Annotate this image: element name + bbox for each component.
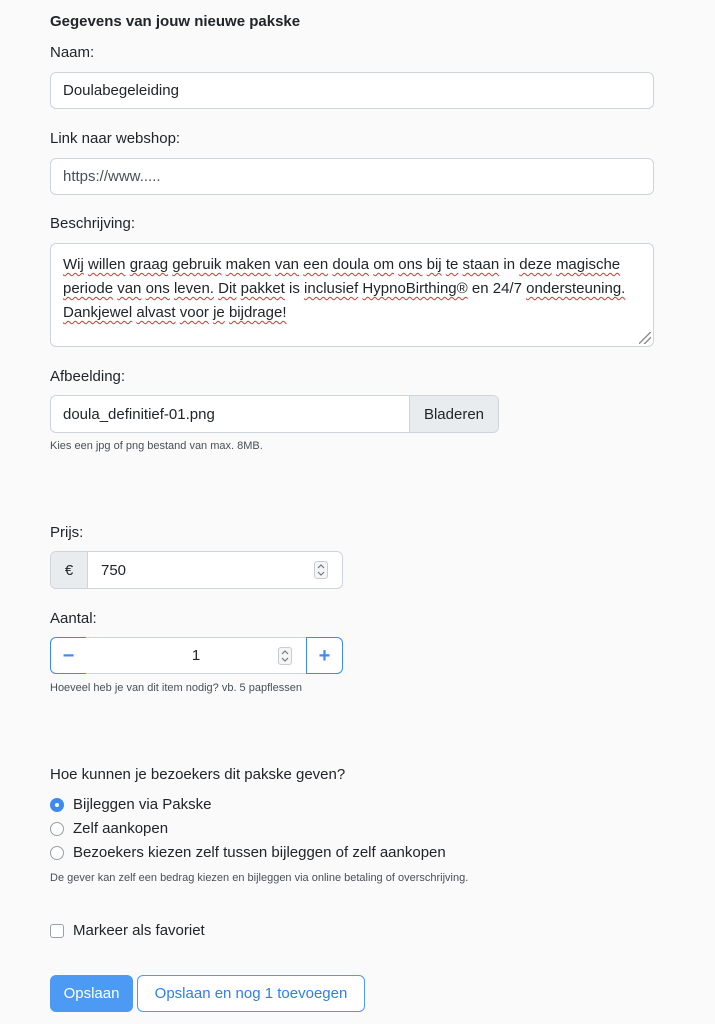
price-spinner-icon[interactable] — [314, 561, 328, 579]
radio-option-zelf-aankopen[interactable] — [50, 820, 168, 837]
description-word: om — [373, 256, 395, 273]
radio-label: Bijleggen via Pakske — [73, 796, 212, 813]
quantity-label: Aantal: — [50, 610, 97, 627]
description-word: maken — [225, 256, 271, 273]
quantity-spinner-icon[interactable] — [278, 647, 292, 665]
price-value: 750 — [101, 561, 127, 579]
description-word: een — [303, 256, 329, 273]
description-word: van — [117, 280, 142, 297]
description-word: graag — [129, 256, 169, 273]
radio-button[interactable] — [50, 798, 64, 812]
description-word: ondersteuning. — [526, 280, 626, 297]
increment-button[interactable] — [306, 637, 343, 674]
description-word: is — [289, 280, 300, 297]
description-word: staan — [462, 256, 500, 273]
save-button[interactable]: Opslaan — [50, 975, 133, 1012]
decrement-button[interactable] — [50, 637, 87, 674]
description-label: Beschrijving: — [50, 215, 136, 232]
quantity-input[interactable] — [86, 637, 306, 674]
description-word: te — [445, 256, 459, 273]
link-label: Link naar webshop: — [50, 130, 181, 147]
description-textarea[interactable] — [50, 243, 654, 347]
description-word: in — [503, 256, 516, 273]
description-word: 24/7 — [492, 280, 522, 297]
description-word: gebruik — [172, 256, 222, 273]
give-options-label: Hoe kunnen je bezoekers dit pakske geven? — [50, 766, 346, 783]
quantity-value: 1 — [191, 647, 201, 664]
description-word: inclusief — [304, 280, 359, 297]
description-word: voor — [179, 304, 209, 321]
image-help: Kies een jpg of png bestand van max. 8MB. — [50, 440, 263, 452]
resize-handle-icon[interactable] — [639, 332, 651, 344]
currency-addon: € — [51, 552, 88, 588]
favorite-checkbox-row[interactable] — [50, 922, 205, 939]
file-name: doula_definitief-01.png — [63, 405, 215, 423]
radio-button[interactable] — [50, 846, 64, 860]
description-word: doula — [332, 256, 370, 273]
description-word: Wij — [63, 256, 84, 273]
file-input[interactable] — [50, 395, 499, 433]
description-word: pakket — [240, 280, 285, 297]
description-text — [63, 253, 641, 325]
radio-label: Bezoekers kiezen zelf tussen bijleggen of zelf aankopen — [73, 844, 446, 861]
description-word: leven. — [173, 280, 214, 297]
price-label: Prijs: — [50, 524, 84, 541]
name-input[interactable]: Doulabegeleiding — [50, 72, 654, 109]
form-title: Gegevens van jouw nieuwe pakske — [50, 13, 301, 30]
description-word: periode — [63, 280, 114, 297]
radio-option-bijleggen[interactable] — [50, 796, 211, 813]
description-word: ons — [145, 280, 170, 297]
name-label: Naam: — [50, 44, 95, 61]
description-word: willen — [88, 256, 126, 273]
radio-label: Zelf aankopen — [73, 820, 169, 837]
description-word: je — [213, 304, 225, 321]
give-options-help: De gever kan zelf een bedrag kiezen en bijleggen via online betaling of overschrijving. — [50, 872, 469, 884]
browse-button[interactable]: Bladeren — [409, 396, 498, 432]
description-word: ons — [398, 256, 423, 273]
favorite-label: Markeer als favoriet — [73, 922, 205, 939]
quantity-help: Hoeveel heb je van dit item nodig? vb. 5 papflessen — [50, 682, 302, 694]
radio-button[interactable] — [50, 822, 64, 836]
price-input[interactable] — [88, 552, 342, 588]
webshop-link-input[interactable]: https://www..... — [50, 158, 654, 195]
description-word: bijdrage! — [228, 304, 287, 321]
description-word: Dit — [218, 280, 237, 297]
plus-icon: + — [318, 644, 331, 667]
save-and-add-button[interactable]: Opslaan en nog 1 toevoegen — [137, 975, 365, 1012]
description-word: bij — [426, 256, 442, 273]
minus-icon: − — [62, 644, 75, 667]
description-word: alvast — [136, 304, 176, 321]
description-word: HypnoBirthing® — [362, 280, 468, 297]
image-label: Afbeelding: — [50, 368, 126, 385]
favorite-checkbox[interactable] — [50, 924, 64, 938]
description-word: deze — [519, 256, 552, 273]
description-word: van — [274, 256, 299, 273]
description-word: Dankjewel — [63, 304, 133, 321]
price-input-group — [50, 551, 343, 589]
radio-option-bezoekers-kiezen[interactable] — [50, 844, 446, 861]
description-word: magische — [555, 256, 621, 273]
description-word: en — [471, 280, 489, 297]
